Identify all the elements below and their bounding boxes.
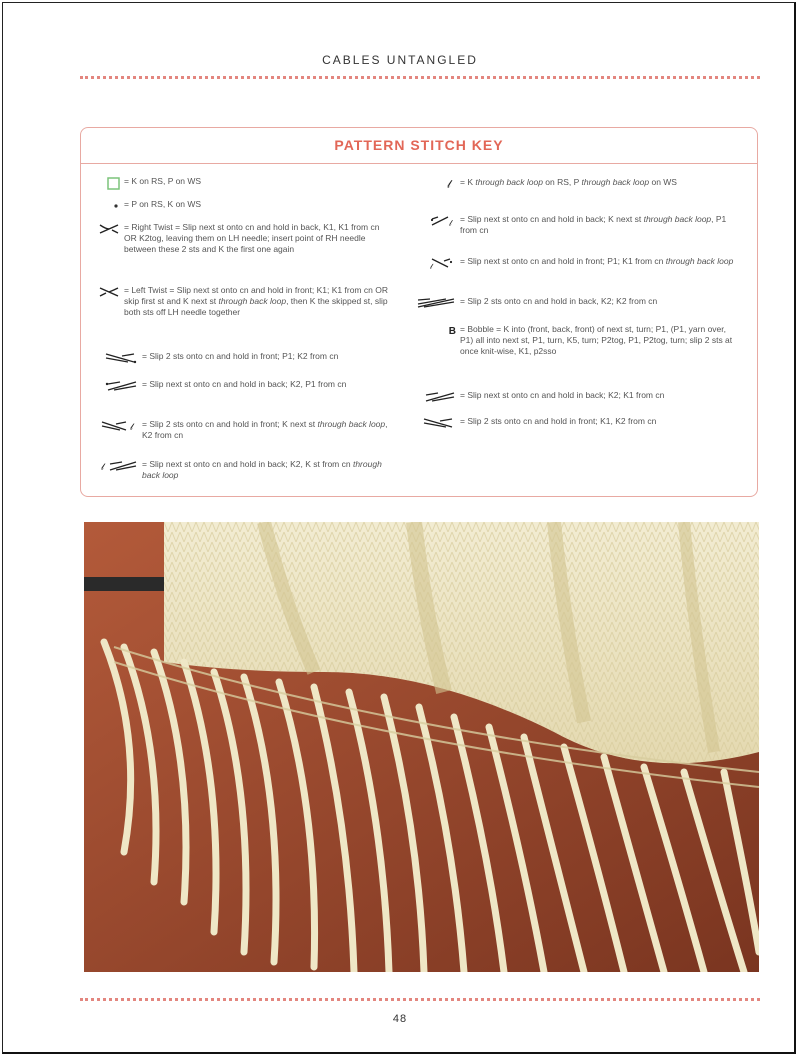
key-entry-twisted-knit (418, 177, 738, 191)
key-entry-right-cross-tbl (418, 214, 738, 236)
page-number: 48 (392, 1013, 408, 1025)
key-entry-bobble (418, 324, 738, 357)
svg-text:𝓁: 𝓁 (101, 463, 104, 473)
bobble-icon: B (448, 325, 456, 337)
twisted-knit-icon (446, 177, 456, 191)
key-text: = Slip 2 sts onto cn and hold in front; K1, K2 from cn (460, 416, 657, 426)
svg-text:𝓁: 𝓁 (449, 219, 452, 228)
svg-text:𝓁: 𝓁 (430, 263, 433, 270)
key-entry-cable-2-1-left-tbl (82, 419, 392, 441)
key-entry-purl (82, 199, 327, 213)
cable-1-2-right-tbl-icon (100, 459, 138, 473)
key-text: = Slip 2 sts onto cn and hold in front; K next st through back loop, K2 from cn (142, 419, 388, 440)
key-entry-left-cross-tbl (418, 256, 738, 270)
right-twist-icon (98, 223, 120, 235)
key-text: = Slip next st onto cn and hold in back; K next st through back loop, P1 from cn (460, 214, 727, 235)
key-entry-cable-2-2-right (400, 296, 740, 310)
cable-2-1-left-icon (104, 352, 138, 364)
left-cross-tbl-icon (430, 256, 456, 270)
key-entry-cable-2-1-left-knit (400, 416, 740, 430)
key-text: = Left Twist = Slip next st onto cn and hold in front; K1; K1 from cn OR skip first st and K next st through back loop, then K the skipped st, slip both sts off LH needle together (124, 285, 388, 317)
key-entry-cable-1-2-right-tbl (82, 459, 402, 481)
cable-2-1-left-tbl-icon (100, 419, 138, 433)
key-text: = Bobble = K into (front, back, front) of next st, turn; P1, (P1, yarn over, P1) all into next st, P1, turn, K5, turn; P2tog, P1, P2tog, turn; slip 2 sts at once knit-wise, K1, p2sso (460, 324, 733, 356)
key-entry-left-twist (82, 285, 394, 318)
cable-1-2-right-knit-icon (422, 391, 456, 403)
key-text: = P on RS, K on WS (124, 199, 202, 209)
cable-2-2-right-icon (416, 297, 456, 309)
key-text: = Slip 2 sts onto cn and hold in front; P1; K2 from cn (142, 351, 339, 361)
top-dotted-rule (80, 76, 760, 79)
dot-icon (112, 202, 120, 210)
key-entry-cable-2-1-left (82, 351, 402, 365)
key-text: = Slip next st onto cn and hold in back; K2, P1 from cn (142, 379, 347, 389)
cable-1-2-right-icon (104, 380, 138, 392)
key-text: = Slip next st onto cn and hold in back; K2, K st from cn through back loop (142, 459, 382, 480)
key-entry-cable-1-2-right-knit (400, 390, 740, 404)
key-title: PATTERN STITCH KEY (334, 137, 504, 153)
key-text: = K through back loop on RS, P through back loop on WS (460, 177, 677, 187)
left-twist-icon (98, 286, 120, 298)
key-title-divider (81, 163, 757, 164)
svg-text:𝓁: 𝓁 (447, 178, 451, 191)
key-text: = Slip 2 sts onto cn and hold in back, K2; K2 from cn (460, 296, 658, 306)
cable-2-1-left-knit-icon (422, 417, 456, 429)
key-text: = Slip next st onto cn and hold in back; K2; K1 from cn (460, 390, 665, 400)
key-entry-right-twist (82, 222, 394, 255)
key-entry-cable-1-2-right (82, 379, 382, 393)
right-cross-tbl-icon (430, 214, 456, 228)
running-title: CABLES UNTANGLED (322, 53, 478, 67)
svg-text:𝓁: 𝓁 (130, 423, 133, 433)
cream-fringe-photo (84, 522, 759, 972)
key-text: = Slip next st onto cn and hold in front; P1; K1 from cn through back loop (460, 256, 734, 266)
bottom-dotted-rule (80, 998, 760, 1001)
key-text: = Right Twist = Slip next st onto cn and hold in back, K1, K1 from cn OR K2tog, leaving them on LH needle; insert point of RH needle between these 2 sts and K the first one again (124, 222, 380, 254)
key-text: = K on RS, P on WS (124, 176, 202, 186)
knit-square-icon (107, 177, 120, 190)
key-entry-knit (82, 176, 327, 190)
